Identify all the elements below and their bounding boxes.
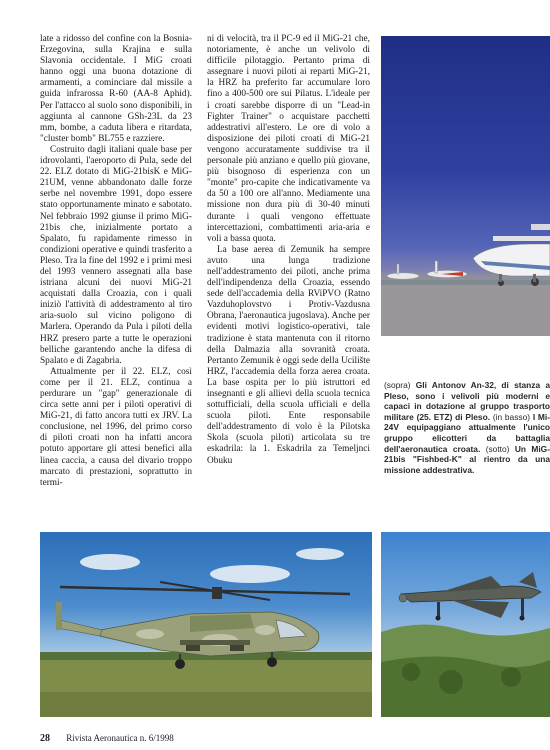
mig21-illustration — [381, 532, 550, 717]
col1-paragraph-2: Costruito dagli italiani quale base per idrovolanti, l'aeroporto di Pula, sede del 22. ELZ dotato di MiG-21bisK e MiG-21UM, venne abbandonato dalle forze serbe nel novembre 1991, dopo essere stato opportunamente minato e sabotato. Nel febbraio 1992 giunse il primo MiG-21bis che, inizialmente portato a Spalato, fu rapidamente rimesso in condizioni operative e quindi trasferito a Pleso. Tra la fine del 1992 e i primi mesi del 1993 vennero assegnati alla base istriana alcuni dei nuovi MiG-21 acquistati dalla Croazia, con i quali iniziò l'attività di addestramento al tiro aria-suolo sul vicino poligono di Marlera. Operando da Pula i piloti della HRZ presero parte a tutte le operazioni belliche garantendo anche la difesa di Spalato e di Zagabria. — [40, 144, 192, 366]
an32-illustration — [381, 36, 550, 336]
caption-an32: Gli Antonov An-32, di stanza a Pleso, sono i velivoli più moderni e capaci in dotazione al gruppo trasporto militare (25. ETZ) di Pleso. — [384, 380, 550, 422]
caption-mi24: I Mi-24V equipaggiano attualmente l'unico gruppo elicotteri da battaglia dell'aeronautica croata. — [384, 411, 550, 454]
col2-paragraph-1: ni di velocità, tra il PC-9 ed il MiG-21 che, notoriamente, è anche un velivolo di difficile pilotaggio. Pertanto prima di assegnare i nuovi piloti ai reparti MiG-21, la HRZ ha preferito far accumulare loro fino a 400-500 ore sui Pilatus. L'ideale per i croati sarebbe disporre di un "Lead-in Fighter Trainer" o acquistare pacchetti addestrativi all'estero. Le ore di volo a disposizione dei piloti croati di MiG-21 vengono accuratamente suddivise tra il personale più anziano e quello più giovane, più bisognoso di esperienza con un "monte" pro-capite che indicativamente va da 50 a 100 ore all'anno. Mediamente una missione non dura più di 30-40 minuti durante i quali vengono effettuate intercettazioni, combattimenti aria-aria e voli a bassa quota. — [207, 34, 370, 244]
caption-prefix-top: (sopra) — [384, 380, 411, 390]
mi24-illustration — [40, 532, 372, 717]
an32-photo — [381, 36, 550, 336]
text-column-1 — [40, 34, 192, 489]
mi24-photo — [40, 532, 372, 717]
caption-prefix-bottom: (in basso) — [492, 411, 531, 422]
photo-caption — [384, 380, 550, 475]
mig21-photo — [381, 532, 550, 717]
publication-title: Rivista Aeronautica n. 6/1998 — [66, 733, 174, 743]
page-number: 28 — [40, 733, 50, 744]
col1-paragraph-3: Attualmente per il 22. ELZ, così come per il 21. ELZ, continua a perdurare un "gap" generazionale di circa sette anni per i piloti operativi di MiG-21, di fatto ancora tutti ex JRV. La conclusione, nel 1996, del primo corso di piloti croati non ha infatti ancora potuto apportare gli attesi benefici alla linea caccia, a causa del divario troppo marcato di prestazioni, soprattutto in termi- — [40, 366, 192, 488]
text-column-2 — [207, 34, 370, 467]
col1-paragraph-1: late a ridosso del confine con la Bosnia-Erzegovina, sulla Krajina e sulla Slavonia occidentale. I MiG croati hanno oggi una buona dotazione di armamenti, a cominciare dal missile a guida infrarossa R-60 (AA-8 Aphid). Per l'attacco al suolo sono disponibili, in aggiunta al cannone GSh-23L da 23 mm, bombe, a caduta libera e ritardata, "cluster bomb" BL755 e razziere. — [40, 34, 192, 144]
col2-paragraph-2: La base aerea di Zemunik ha sempre avuto una lunga tradizione nell'addestramento dei piloti, anche prima dell'indipendenza della Croazia, essendo sede dell'accademia della RViPVO (Ratno Vazduhoplovstvo i Protiv-Vazdusna Obrana, l'aeronautica jugoslava). Anche per evidenti motivi logistico-operativi, tale tradizione è stata mantenuta con il ritorno della Dalmazia alla sovranità croata. Pertanto Zemunik è oggi sede della Ucilište HRZ, l'accademia della forza aerea croata. La base ospita per lo più istruttori ed insegnanti e gli allievi della scuola tecnica sottufficiali, della scuola ufficiali e della scuola piloti. Ente responsabile dell'addestramento di volo è la Pilotska Skola (scuola piloti) articolata su tre eskadrila: la 1. Eskadrila za Temeljnci Obuku — [207, 244, 370, 466]
caption-mig21: Un MiG-21bis "Fishbed-K" al rientro da una missione addestrativa. — [384, 443, 550, 475]
caption-prefix-under: (sotto) — [485, 443, 510, 454]
page-footer — [40, 733, 174, 744]
